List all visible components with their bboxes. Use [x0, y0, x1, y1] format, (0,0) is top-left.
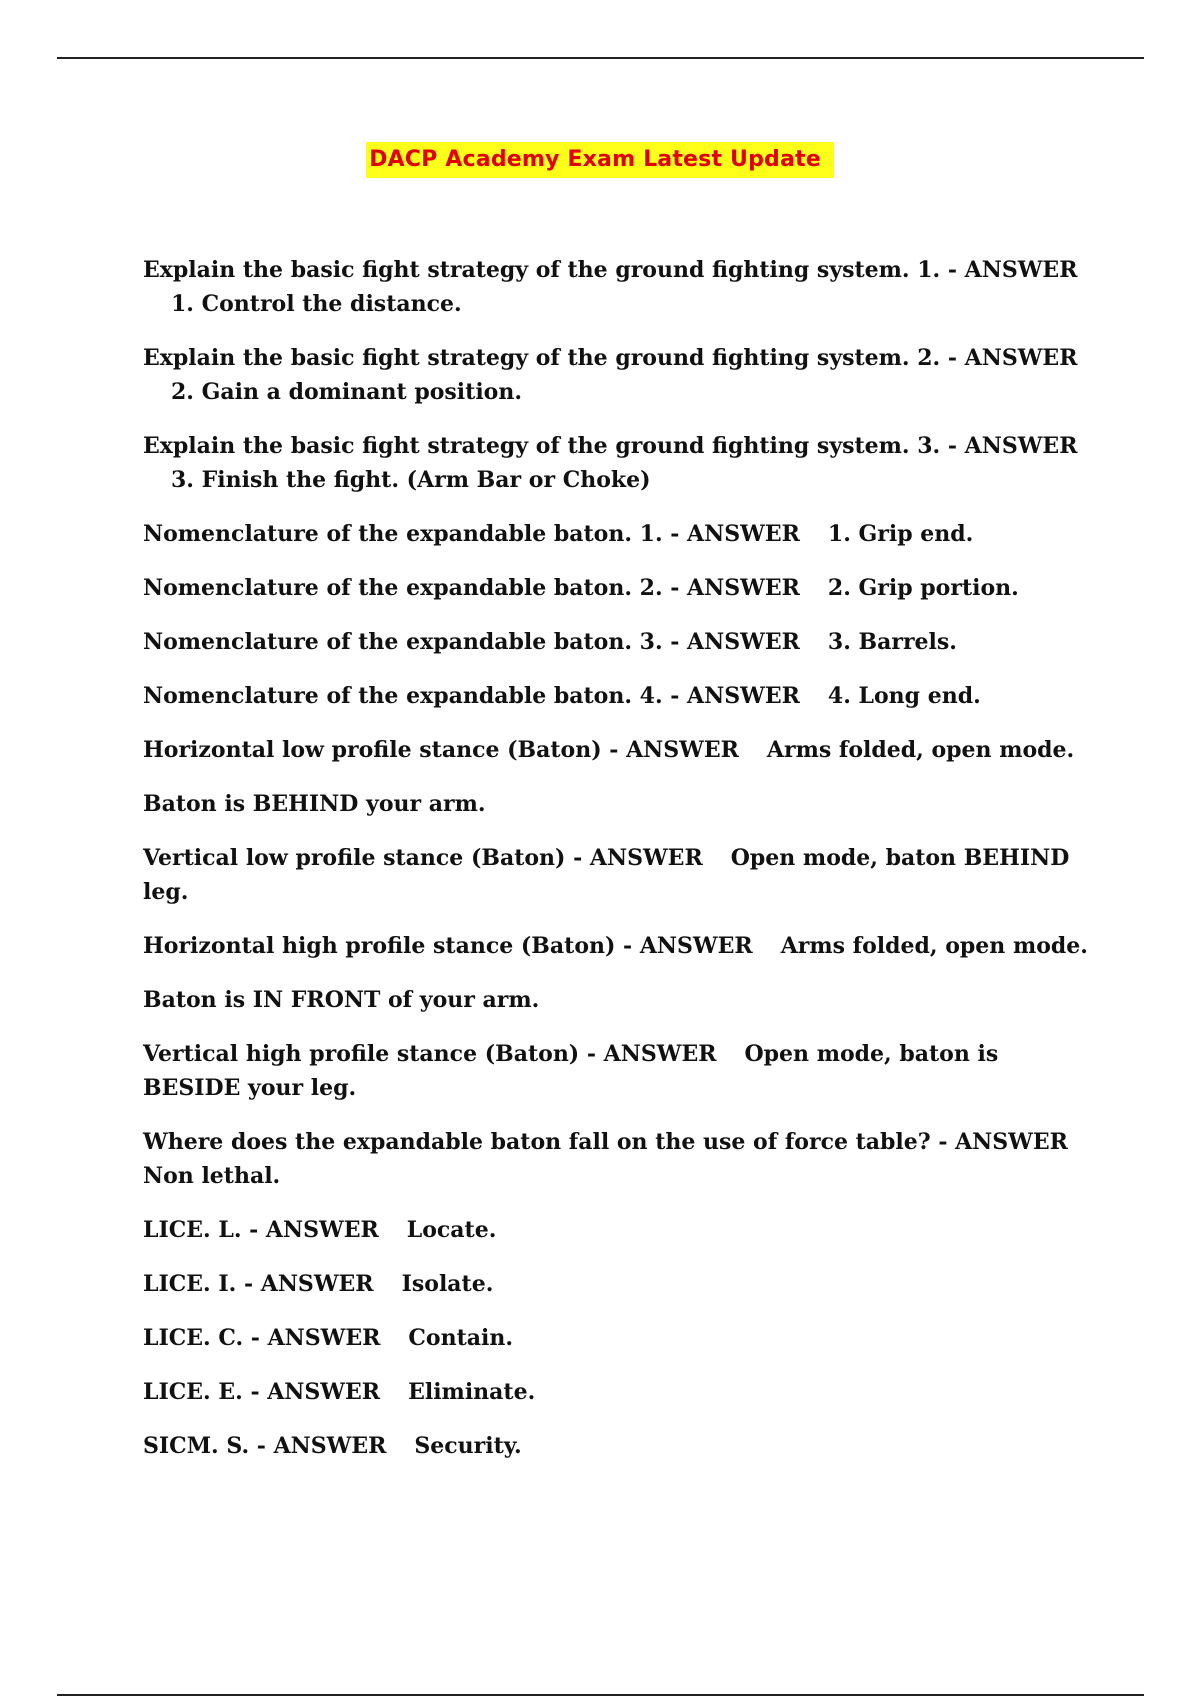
question-text: Where does the expandable baton fall on the use of force table? - ANSWER [143, 1129, 1068, 1155]
answer-text: Arms folded, open mode. [780, 933, 1088, 959]
question-text: Horizontal high profile stance (Baton) - ANSWER [143, 933, 753, 959]
question-text: Baton is IN FRONT of your arm. [143, 987, 540, 1013]
qa-item [143, 1037, 1103, 1105]
answer-text: Contain. [408, 1325, 514, 1351]
answer-text: Eliminate. [408, 1379, 536, 1405]
question-text: Nomenclature of the expandable baton. 1. - ANSWER [143, 521, 800, 547]
answer-text: 3. Barrels. [827, 629, 957, 655]
answer-text: Non lethal. [143, 1163, 281, 1189]
answer-text: 4. Long end. [827, 683, 981, 709]
question-text: Vertical high profile stance (Baton) - ANSWER [143, 1041, 717, 1067]
qa-item [143, 341, 1103, 409]
qa-item [143, 929, 1103, 963]
footer-rule [57, 1694, 1144, 1696]
qa-item [143, 429, 1103, 497]
question-text: LICE. L. - ANSWER [143, 1217, 379, 1243]
qa-item [143, 625, 1103, 659]
qa-item [143, 1375, 1103, 1409]
qa-item [143, 1429, 1103, 1463]
question-text: Explain the basic fight strategy of the ground fighting system. 1. - ANSWER [143, 257, 1078, 283]
question-text: LICE. E. - ANSWER [143, 1379, 381, 1405]
question-text: LICE. I. - ANSWER [143, 1271, 374, 1297]
answer-text: Open mode, baton BEHIND leg. [143, 845, 1070, 905]
question-text: SICM. S. - ANSWER [143, 1433, 387, 1459]
question-text: Nomenclature of the expandable baton. 2. - ANSWER [143, 575, 800, 601]
answer-text: Security. [414, 1433, 522, 1459]
qa-list [143, 253, 1103, 1483]
question-text: Explain the basic fight strategy of the ground fighting system. 2. - ANSWER [143, 345, 1078, 371]
header-rule [57, 57, 1144, 59]
qa-item [143, 679, 1103, 713]
title-container [0, 142, 1200, 178]
qa-item [143, 733, 1103, 767]
answer-text: Arms folded, open mode. [766, 737, 1075, 763]
answer-text: 2. Grip portion. [827, 575, 1019, 601]
answer-text: 1. Grip end. [827, 521, 974, 547]
question-text: LICE. C. - ANSWER [143, 1325, 381, 1351]
qa-item [143, 517, 1103, 551]
question-text: Baton is BEHIND your arm. [143, 791, 486, 817]
qa-item [143, 983, 1103, 1017]
answer-text: Open mode, baton is BESIDE your leg. [143, 1041, 999, 1101]
qa-item [143, 1321, 1103, 1355]
answer-text: Locate. [406, 1217, 497, 1243]
qa-item [143, 1125, 1103, 1193]
answer-text: 1. Control the distance. [171, 291, 462, 317]
qa-item [143, 841, 1103, 909]
question-text: Nomenclature of the expandable baton. 4. - ANSWER [143, 683, 800, 709]
qa-item [143, 1267, 1103, 1301]
qa-item [143, 1213, 1103, 1247]
answer-text: Isolate. [401, 1271, 494, 1297]
question-text: Nomenclature of the expandable baton. 3. - ANSWER [143, 629, 800, 655]
qa-item [143, 787, 1103, 821]
answer-text: 3. Finish the fight. (Arm Bar or Choke) [171, 467, 651, 493]
question-text: Vertical low profile stance (Baton) - ANSWER [143, 845, 703, 871]
answer-text: 2. Gain a dominant position. [171, 379, 523, 405]
qa-item [143, 571, 1103, 605]
qa-item [143, 253, 1103, 321]
document-title: DACP Academy Exam Latest Update [366, 142, 834, 178]
question-text: Horizontal low profile stance (Baton) - ANSWER [143, 737, 739, 763]
question-text: Explain the basic fight strategy of the ground fighting system. 3. - ANSWER [143, 433, 1078, 459]
